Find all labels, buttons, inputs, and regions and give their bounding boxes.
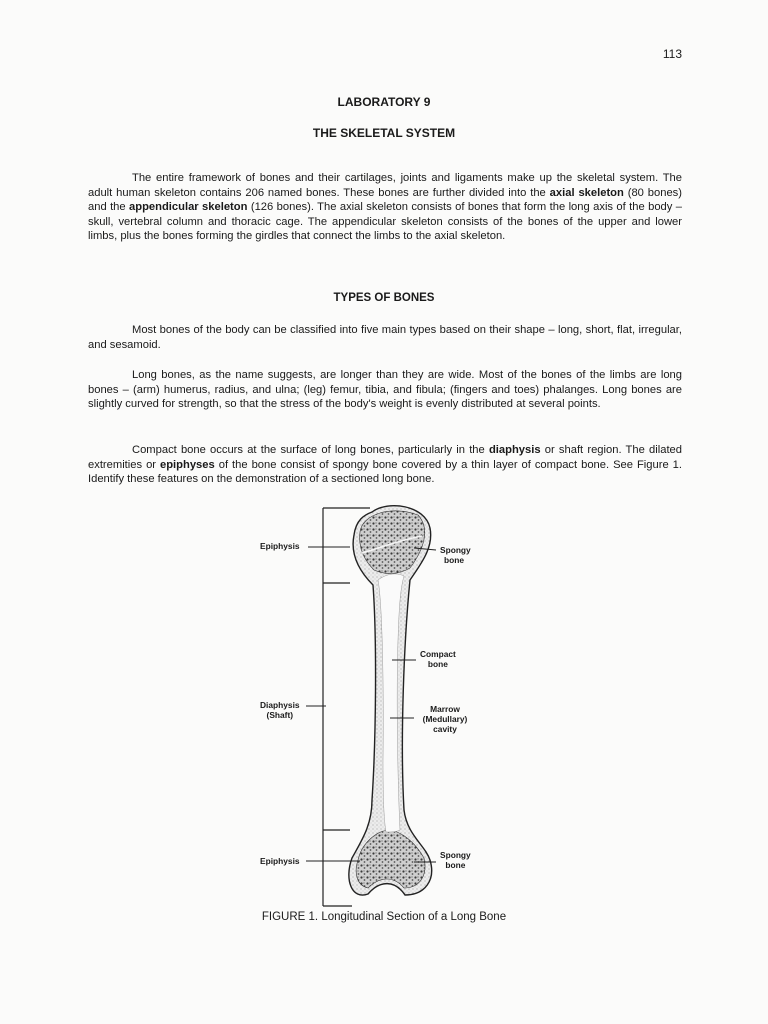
compact-text-1: Compact bone occurs at the surface of long bones, particularly in the: [132, 444, 489, 456]
label-epiphysis-top: Epiphysis: [260, 541, 300, 551]
appendicular-skeleton-term: appendicular skeleton: [129, 201, 248, 213]
compact-text-3: of the bone consist of spongy bone covered by a thin layer of compact bone. See Figure 1. Identify these features on the demonstration of a sectioned long bone.: [88, 458, 682, 485]
axial-skeleton-term: axial skeleton: [549, 186, 624, 199]
intro-text-2: (80 bones) and the: [88, 186, 683, 213]
label-spongy-top-line1: Spongy: [440, 545, 471, 555]
label-spongy-bottom: [440, 850, 471, 870]
label-spongy-top: [440, 545, 471, 565]
label-compact-line1: Compact: [420, 649, 456, 659]
label-diaphysis-line1: Diaphysis: [260, 700, 300, 710]
intro-text-1: The entire framework of bones and their cartilages, joints and ligaments make up the skeletal system. The adult human skeleton contains 206 named bones. These bones are further divided into the: [88, 172, 682, 199]
label-marrow-line2: (Medullary): [422, 714, 468, 724]
label-diaphysis-line2: (Shaft): [266, 710, 294, 720]
label-spongy-bottom-line2: bone: [445, 860, 466, 870]
label-compact: [420, 649, 456, 669]
label-spongy-bottom-line1: Spongy: [440, 850, 471, 860]
intro-text-3: (126 bones). The axial skeleton consists of bones that form the long axis of the body – skull, vertebral column and thoracic cage. The appendicular skeleton consists of the bones of the upper and lower limbs, plus the bones forming the girdles that connect the limbs to the axial skeleton.: [88, 201, 682, 242]
lab-subtitle: THE SKELETAL SYSTEM: [312, 126, 456, 140]
label-compact-line2: bone: [427, 659, 448, 669]
section-heading: TYPES OF BONES: [333, 292, 435, 304]
label-marrow-line3: cavity: [433, 724, 457, 734]
label-marrow-line1: Marrow: [430, 704, 460, 714]
long-bones-paragraph: Long bones, as the name suggests, are longer than they are wide. Most of the bones of the limbs are long bones – (arm) humerus, radius, and ulna; (leg) femur, tibia, and fibula; (fingers and toes) phalanges. Long bones are slightly curved for strength, so that the stress of the body's weight is evenly distributed at several points.: [88, 369, 682, 410]
diaphysis-term: diaphysis: [488, 444, 541, 456]
label-diaphysis: [260, 700, 300, 720]
page-number: 113: [662, 47, 682, 61]
epiphyses-term: epiphyses: [160, 458, 215, 471]
label-marrow: [414, 704, 476, 734]
figure-caption: FIGURE 1. Longitudinal Section of a Long Bone: [261, 911, 507, 923]
label-epiphysis-bottom: Epiphysis: [260, 856, 300, 866]
compact-text-2: or shaft region. The dilated extremities or: [88, 444, 682, 471]
lab-title: LABORATORY 9: [337, 95, 431, 109]
types-paragraph: Most bones of the body can be classified into five main types based on their shape – long, short, flat, irregular, and sesamoid.: [88, 324, 682, 351]
label-spongy-top-line2: bone: [444, 555, 465, 565]
